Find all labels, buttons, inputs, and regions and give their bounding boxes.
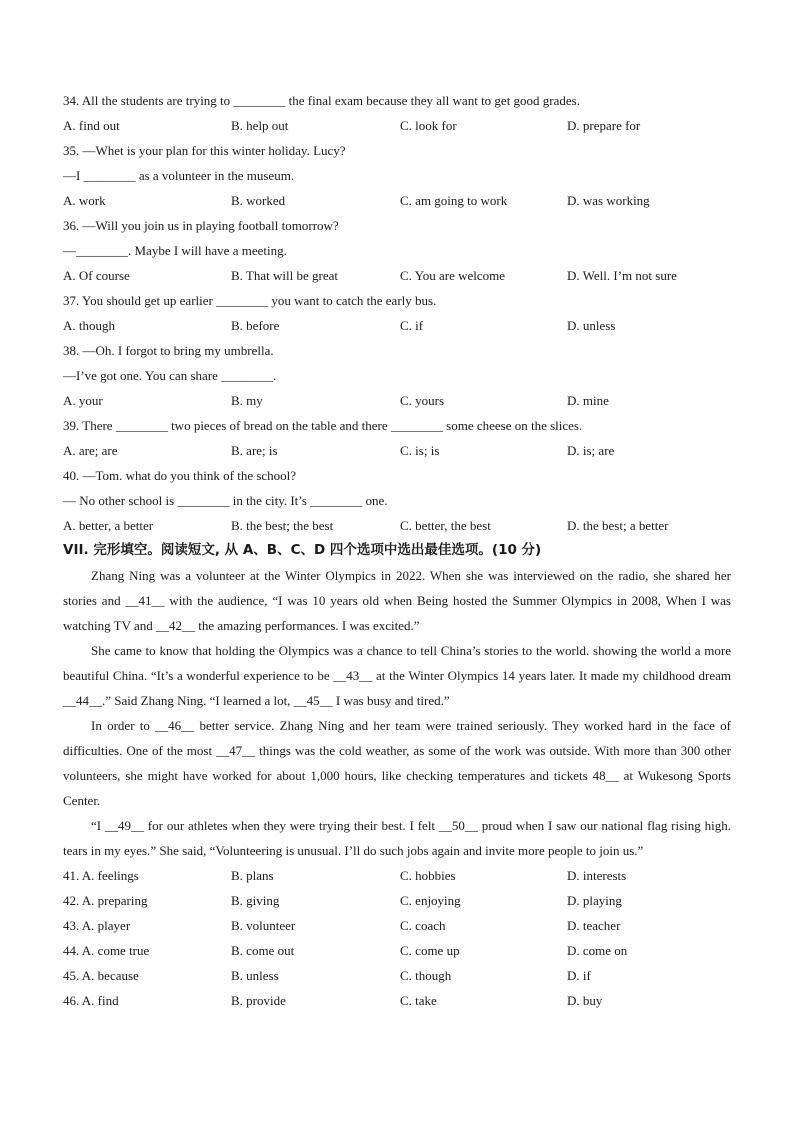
answer-option: D. was working (567, 193, 650, 208)
cloze-option: B. come out (231, 943, 295, 958)
question-dialogue-line: —I ________ as a volunteer in the museum. (63, 168, 295, 183)
cloze-passage (63, 563, 731, 863)
answer-option: C. better, the best (400, 518, 491, 533)
cloze-options (63, 863, 731, 1013)
answer-option: A. your (63, 393, 103, 408)
question-stem: 37. You should get up earlier ________ you want to catch the early bus. (63, 293, 437, 308)
answer-option: C. am going to work (400, 193, 508, 208)
answer-option: D. is; are (567, 443, 615, 458)
answer-option: B. my (231, 393, 263, 408)
cloze-option: B. plans (231, 868, 274, 883)
passage-paragraph: “I __49__ for our athletes when they were trying their best. I felt __50__ proud when I saw our national flag rising high. tears in my eyes.” She said, “Volunteering is unusual. I’ll do such jobs again and invite more people to join us.” (63, 818, 731, 858)
answer-option: B. the best; the best (231, 518, 334, 533)
answer-options-row (63, 388, 731, 413)
question-stem: 38. —Oh. I forgot to bring my umbrella. (63, 343, 274, 358)
answer-option: C. if (400, 318, 424, 333)
answer-option: B. That will be great (231, 268, 338, 283)
question-stem: 36. —Will you join us in playing football tomorrow? (63, 218, 339, 233)
cloze-option: C. enjoying (400, 893, 461, 908)
answer-options-row (63, 263, 731, 288)
answer-option: D. prepare for (567, 118, 641, 133)
cloze-option: B. volunteer (231, 918, 296, 933)
answer-option: B. worked (231, 193, 286, 208)
cloze-option: C. come up (400, 943, 460, 958)
cloze-option: 43. A. player (63, 918, 131, 933)
cloze-option: 42. A. preparing (63, 893, 148, 908)
cloze-option: D. if (567, 968, 591, 983)
answer-options-row (63, 438, 731, 463)
cloze-option-row (63, 938, 731, 963)
cloze-option: C. take (400, 993, 437, 1008)
answer-option: C. is; is (400, 443, 440, 458)
answer-options-row (63, 188, 731, 213)
answer-option: B. before (231, 318, 280, 333)
answer-option: C. yours (400, 393, 445, 408)
question-dialogue-line: —I’ve got one. You can share ________. (63, 368, 277, 383)
answer-options-row (63, 313, 731, 338)
cloze-option: 44. A. come true (63, 943, 150, 958)
cloze-option: D. teacher (567, 918, 621, 933)
answer-option: A. better, a better (63, 518, 154, 533)
answer-option: C. You are welcome (400, 268, 506, 283)
answer-option: B. are; is (231, 443, 278, 458)
cloze-option: 41. A. feelings (63, 868, 139, 883)
passage-paragraph: Zhang Ning was a volunteer at the Winter Olympics in 2022. When she was interviewed on the radio, she shared her stories and __41__ with the audience, “I was 10 years old when Being hosted the Summer Olympics in 2008, When I was watching TV and __42__ the amazing performances. I was excited.” (63, 568, 731, 633)
answer-options-row (63, 513, 731, 538)
answer-option: C. look for (400, 118, 457, 133)
passage-paragraph: She came to know that holding the Olympics was a chance to tell China’s stories to the world. showing the world a more beautiful China. “It’s a wonderful experience to be __43__ at the Winter Olympics 14 years later. It made my childhood dream __44__.” Said Zhang Ning. “I learned a lot, __45__ I was busy and tired.” (63, 643, 731, 708)
answer-option: B. help out (231, 118, 289, 133)
question-stem: 39. There ________ two pieces of bread on the table and there ________ some cheese on the slices. (63, 418, 583, 433)
question-stem: 34. All the students are trying to ________ the final exam because they all want to get good grades. (63, 93, 580, 108)
cloze-option-row (63, 963, 731, 988)
answer-option: A. find out (63, 118, 120, 133)
cloze-option-row (63, 863, 731, 888)
cloze-option-row (63, 888, 731, 913)
cloze-option: 46. A. find (63, 993, 119, 1008)
cloze-option-row (63, 988, 731, 1013)
question-dialogue-line: — No other school is ________ in the city. It’s ________ one. (63, 493, 388, 508)
cloze-option: C. hobbies (400, 868, 456, 883)
answer-option: D. the best; a better (567, 518, 669, 533)
answer-options-row (63, 113, 731, 138)
section-heading: VII. 完形填空。阅读短文, 从 A、B、C、D 四个选项中选出最佳选项。(10 分) (63, 542, 542, 558)
answer-option: A. are; are (63, 443, 118, 458)
question-stem: 40. —Tom. what do you think of the school? (63, 468, 297, 483)
answer-option: D. Well. I’m not sure (567, 268, 677, 283)
cloze-option: 45. A. because (63, 968, 139, 983)
cloze-option: D. buy (567, 993, 603, 1008)
answer-option: D. mine (567, 393, 609, 408)
question-dialogue-line: —________. Maybe I will have a meeting. (63, 243, 287, 258)
question-stem: 35. —Whet is your plan for this winter holiday. Lucy? (63, 143, 346, 158)
answer-option: A. Of course (63, 268, 130, 283)
cloze-option-row (63, 913, 731, 938)
cloze-option: C. coach (400, 918, 446, 933)
answer-option: A. work (63, 193, 106, 208)
cloze-option: B. provide (231, 993, 286, 1008)
cloze-option: D. come on (567, 943, 628, 958)
answer-option: A. though (63, 318, 115, 333)
passage-paragraph: In order to __46__ better service. Zhang Ning and her team were trained seriously. They worked hard in the face of difficulties. One of the most __47__ things was the cold weather, as some of the work was outside. With more than 300 other volunteers, she might have worked for about 1,000 hours, like checking temperatures and tickets 48__ at Wukesong Sports Center. (63, 718, 731, 808)
exam-page (63, 88, 731, 1013)
cloze-option: B. unless (231, 968, 279, 983)
cloze-option: C. though (400, 968, 452, 983)
cloze-option: D. interests (567, 868, 627, 883)
cloze-option: D. playing (567, 893, 622, 908)
answer-option: D. unless (567, 318, 616, 333)
cloze-option: B. giving (231, 893, 280, 908)
multiple-choice-questions (63, 88, 731, 538)
